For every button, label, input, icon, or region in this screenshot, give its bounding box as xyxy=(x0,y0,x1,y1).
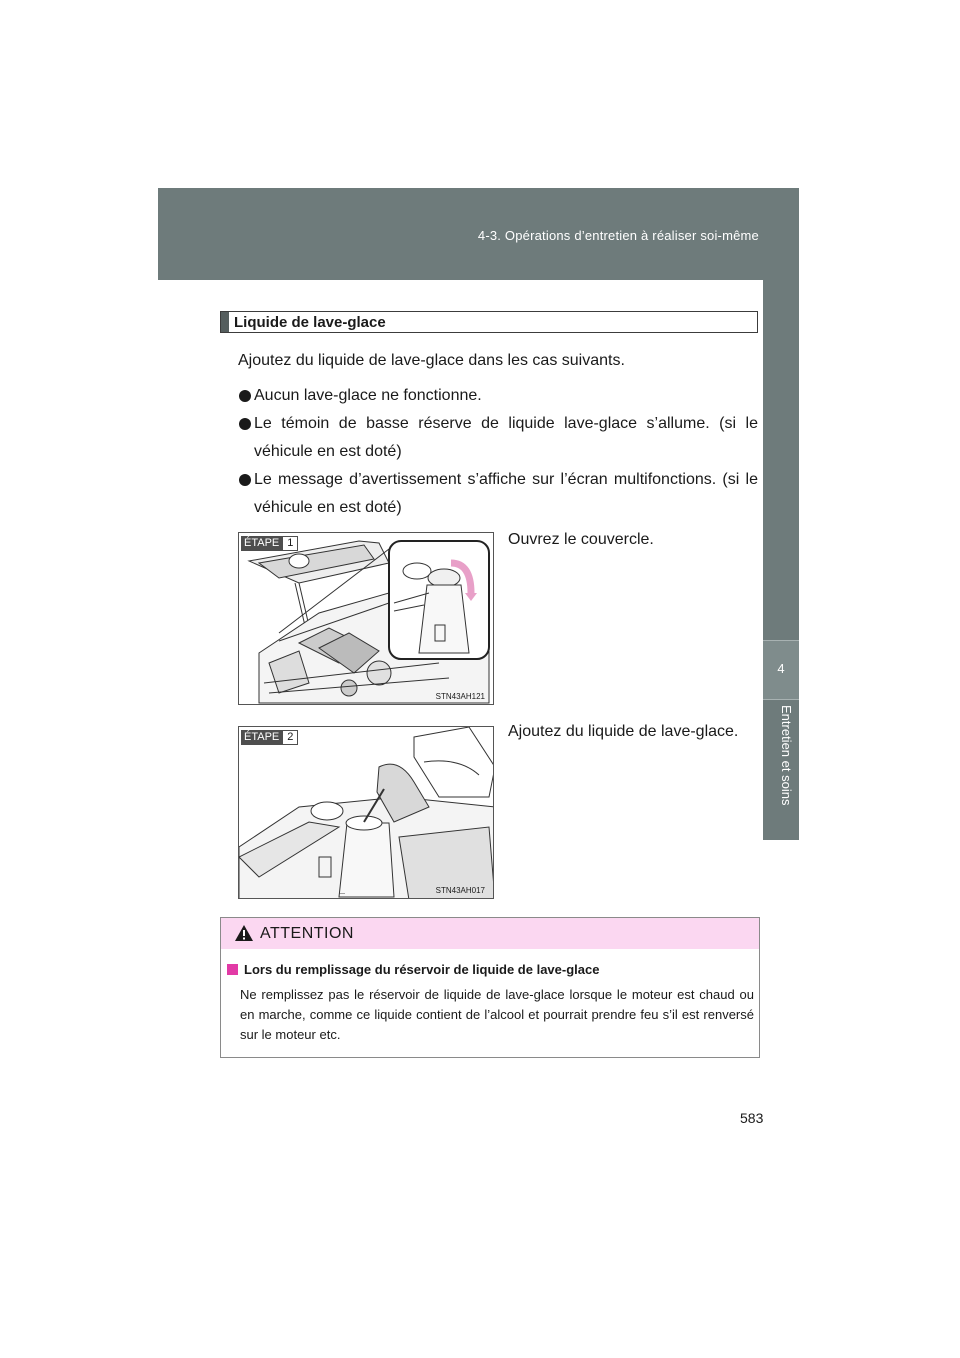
warning-body: Ne remplissez pas le réservoir de liquide de lave-glace lorsque le moteur est chaud ou en marche, comme ce liquide contient de l’alcool et pourrait prendre feu s’il est renversé sur le moteur etc. xyxy=(240,987,754,1042)
bullet-item xyxy=(238,382,758,410)
warning-title: ATTENTION xyxy=(260,925,354,942)
bullet-dot-icon xyxy=(239,418,251,430)
warning-subtitle: Lors du remplissage du réservoir de liquide de lave-glace xyxy=(244,962,600,977)
square-bullet-icon xyxy=(227,964,238,975)
section-title: Liquide de lave-glace xyxy=(234,314,386,331)
warning-header xyxy=(221,918,759,949)
chapter-number: 4 xyxy=(777,661,785,676)
figure-code: STN43AH017 xyxy=(435,886,485,895)
warning-box xyxy=(220,917,760,1058)
svg-text:—: — xyxy=(339,891,345,897)
section-title-box xyxy=(220,311,758,333)
step-label: ÉTAPE xyxy=(241,536,282,551)
chapter-label: Entretien et soins xyxy=(779,705,794,806)
step1-text: Ouvrez le couvercle. xyxy=(508,531,654,548)
bullet-text: Le message d’avertissement s’affiche sur l’écran multifonctions. (si le véhicule en est doté) xyxy=(254,471,758,516)
bullet-text: Aucun lave-glace ne fonctionne. xyxy=(254,387,482,404)
step2-text: Ajoutez du liquide de lave-glace. xyxy=(508,723,739,740)
bullet-item xyxy=(238,410,758,466)
section-title-bar xyxy=(221,312,229,332)
step-number: 1 xyxy=(282,536,298,551)
bullet-item xyxy=(238,466,758,522)
figure-code: STN43AH121 xyxy=(435,692,485,701)
section-path: 4-3. Opérations d’entretien à réaliser soi-même xyxy=(477,228,759,243)
pouring-illustration xyxy=(239,727,494,899)
step-badge xyxy=(241,730,298,745)
bullet-dot-icon xyxy=(239,390,251,402)
step2-figure xyxy=(238,726,494,899)
bullet-text: Le témoin de basse réserve de liquide lave-glace s’allume. (si le véhicule en est doté) xyxy=(254,415,758,460)
step1-figure xyxy=(238,532,494,705)
step-label: ÉTAPE xyxy=(241,730,282,745)
step-number: 2 xyxy=(282,730,298,745)
step-badge xyxy=(241,536,298,551)
intro-text: Ajoutez du liquide de lave-glace dans les cas suivants. xyxy=(238,352,625,369)
engine-bay-illustration xyxy=(239,533,494,705)
header-band xyxy=(158,188,799,280)
page-number: 583 xyxy=(740,1110,764,1126)
warning-triangle-icon xyxy=(234,924,254,942)
bullet-dot-icon xyxy=(239,474,251,486)
chapter-number-tab xyxy=(763,640,799,700)
warning-subtitle-row xyxy=(227,962,599,977)
